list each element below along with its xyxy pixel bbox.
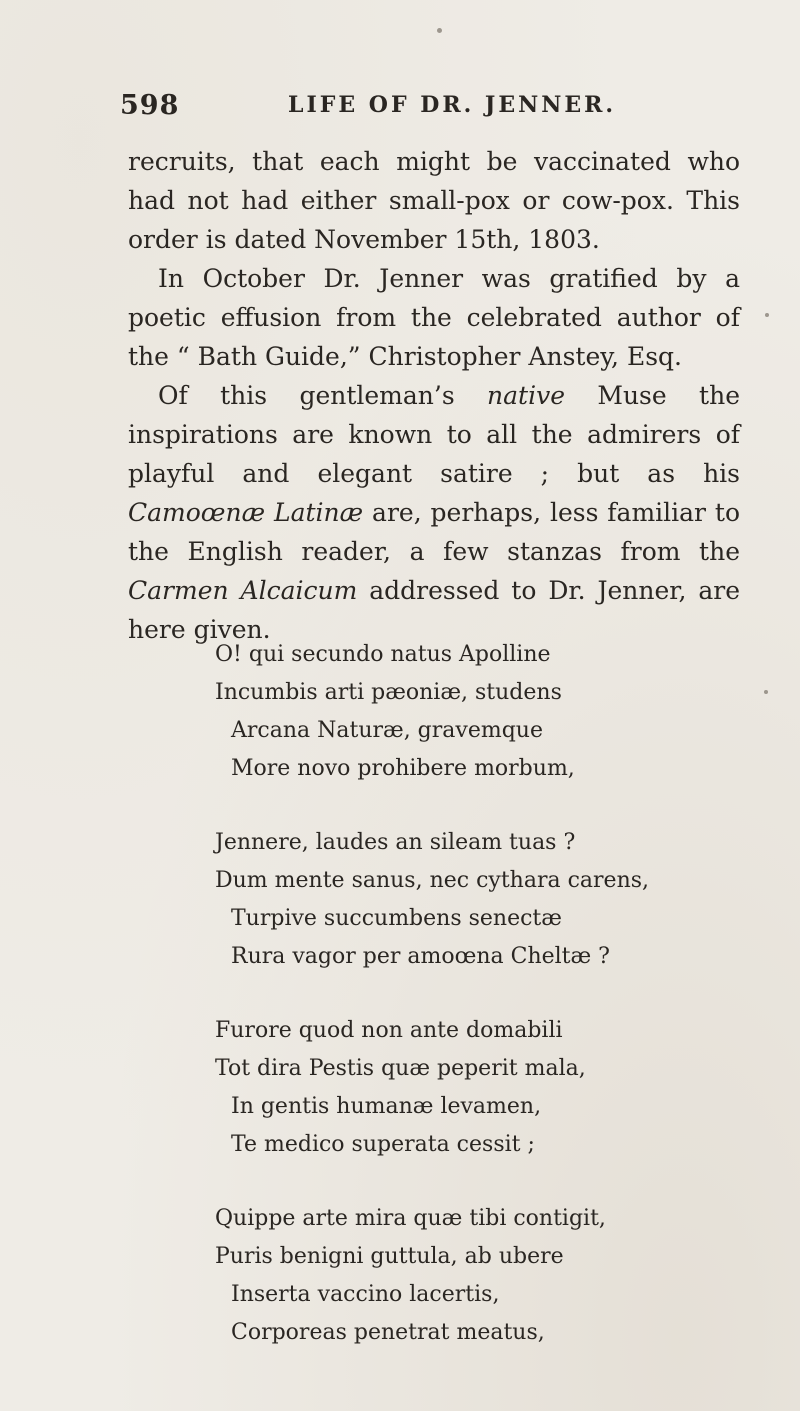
poem-line: O! qui secundo natus Apolline [215, 642, 551, 667]
poem-line: Quippe arte mira quæ tibi contigit, [215, 1206, 606, 1231]
poem-line: Rura vagor per amoœna Cheltæ ? [231, 944, 610, 969]
poem-stanza [215, 636, 775, 788]
poem-line: Inserta vaccino lacertis, [231, 1282, 500, 1307]
paper-speck [437, 28, 442, 33]
poem-line: Puris benigni guttula, ab ubere [215, 1244, 564, 1269]
running-head-title: LIFE OF DR. JENNER. [288, 92, 617, 118]
poem-line: Turpive succumbens senectæ [231, 906, 562, 931]
poem-line: Tot dira Pestis quæ peperit mala, [215, 1056, 586, 1081]
poem-line: Dum mente sanus, nec cythara carens, [215, 868, 650, 893]
paragraph-carmen-intro [128, 376, 740, 649]
poem-stanza [215, 1012, 775, 1164]
italic-text: Carmen Alcaicum [128, 576, 358, 605]
text-run: Of this gentleman’s [158, 381, 488, 410]
poem-stanza [215, 1200, 775, 1352]
body-text [128, 142, 740, 649]
text-run: are, perhaps, less familiar to the English reader, a few stanzas from the [128, 498, 740, 566]
italic-text: Camoœnæ Latinæ [128, 498, 364, 527]
paragraph-continuation: recruits, that each might be vaccinated who had not had either small-pox or cow-pox. This order is dated November 15th, 1803. [128, 147, 740, 254]
poem-line: More novo prohibere morbum, [231, 756, 575, 781]
poem-line: Arcana Naturæ, gravemque [231, 718, 543, 743]
poem-line: Jennere, laudes an sileam tuas ? [215, 830, 576, 855]
poem-line: Corporeas penetrat meatus, [231, 1320, 545, 1345]
italic-text: native [487, 381, 565, 410]
poem-line: Furore quod non ante domabili [215, 1018, 563, 1043]
poem-line: Incumbis arti pæoniæ, studens [215, 680, 562, 705]
poem-stanza [215, 824, 775, 976]
paper-speck [765, 313, 769, 317]
poem-line: Te medico superata cessit ; [231, 1132, 535, 1157]
poem-line: In gentis humanæ levamen, [231, 1094, 542, 1119]
running-header [0, 90, 800, 130]
paragraph-anstey: In October Dr. Jenner was gratified by a poetic effusion from the celebrated author of the “ Bath Guide,” Christopher Anstey, Esq. [128, 264, 740, 371]
latin-poem [215, 636, 775, 1388]
page-number: 598 [120, 90, 180, 121]
text-run: addressed to Dr. Jenner, are here given. [128, 576, 741, 644]
text-run: Muse the inspirations are known to all the admirers of playful and elegant satire ; but as his [128, 381, 740, 488]
